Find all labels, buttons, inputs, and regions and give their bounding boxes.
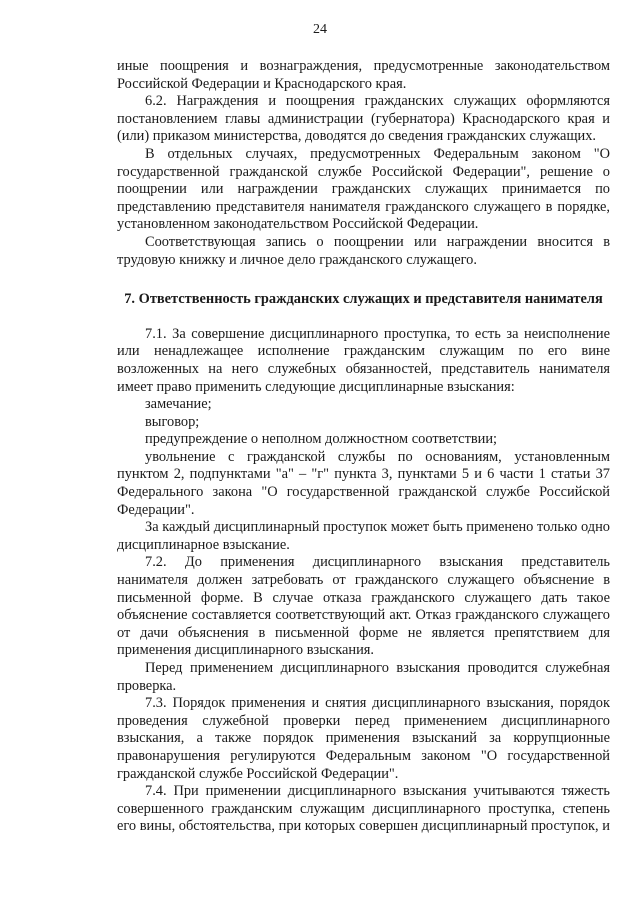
- list-item: выговор;: [145, 413, 200, 430]
- paragraph-special-cases: В отдельных случаях, предусмотренных Федеральным законом "О государственной гражданской службе Российской Федерации", решение о поощрении или награждении гражданских служащих принимается по представлению представителя нанимателя гражданского служащего в порядке, установленном законодательством Российской Федерации.: [117, 145, 610, 233]
- paragraph-record-entry: Соответствующая запись о поощрении или награждении вносится в трудовую книжку и личное дело гражданского служащего.: [117, 233, 610, 268]
- paragraph-service-check: Перед применением дисциплинарного взыскания проводится служебная проверка.: [117, 660, 610, 694]
- paragraph-7-3: 7.3. Порядок применения и снятия дисциплинарного взыскания, порядок проведения служебной проверки перед применением дисциплинарного взыскания, а также порядок применения взысканий за коррупционные правонарушения регулируются Федеральным законом "О государственной гражданской службе Российской Федерации".: [117, 695, 610, 782]
- paragraph-continuation: иные поощрения и вознаграждения, предусмотренные законодательством Российской Федерации и Краснодарского края.: [117, 58, 610, 92]
- list-item: замечание;: [145, 396, 212, 413]
- document-body: [117, 58, 610, 836]
- paragraph-7-1: 7.1. За совершение дисциплинарного проступка, то есть за неисполнение или ненадлежащее исполнение гражданским служащим по его вине возложенных на него служебных обязанностей, представитель нанимателя имеет право применить следующие дисциплинарные взыскания:: [117, 325, 610, 395]
- section-heading: 7. Ответственность гражданских служащих и представителя нанимателя: [124, 291, 603, 308]
- paragraph-single-penalty: За каждый дисциплинарный проступок может быть применено только одно дисциплинарное взыскание.: [117, 519, 610, 553]
- paragraph-7-2: 7.2. До применения дисциплинарного взыскания представитель нанимателя должен затребовать от гражданского служащего объяснение в письменной форме. В случае отказа гражданского служащего дать такое объяснение составляется соответствующий акт. Отказ гражданского служащего от дачи объяснения в письменной форме не является препятствием для применения дисциплинарного взыскания.: [117, 554, 610, 659]
- list-item-dismissal: увольнение с гражданской службы по основаниям, установленным пунктом 2, подпунктами "а" – "г" пункта 3, пунктами 5 и 6 части 1 статьи 37 Федерального закона "О государственной гражданской службе Российской Федерации".: [117, 448, 610, 518]
- paragraph-6-2: 6.2. Награждения и поощрения гражданских служащих оформляются постановлением главы администрации (губернатора) Краснодарского края и (или) приказом министерства, доводятся до сведения гражданских служащих.: [117, 93, 610, 145]
- paragraph-7-4: 7.4. При применении дисциплинарного взыскания учитываются тяжесть совершенного гражданским служащим дисциплинарного проступка, степень его вины, обстоятельства, при которых совершен дисциплинарный проступок, и: [117, 783, 610, 835]
- list-item: предупреждение о неполном должностном соответствии;: [145, 431, 498, 448]
- page-number: 24: [313, 22, 327, 37]
